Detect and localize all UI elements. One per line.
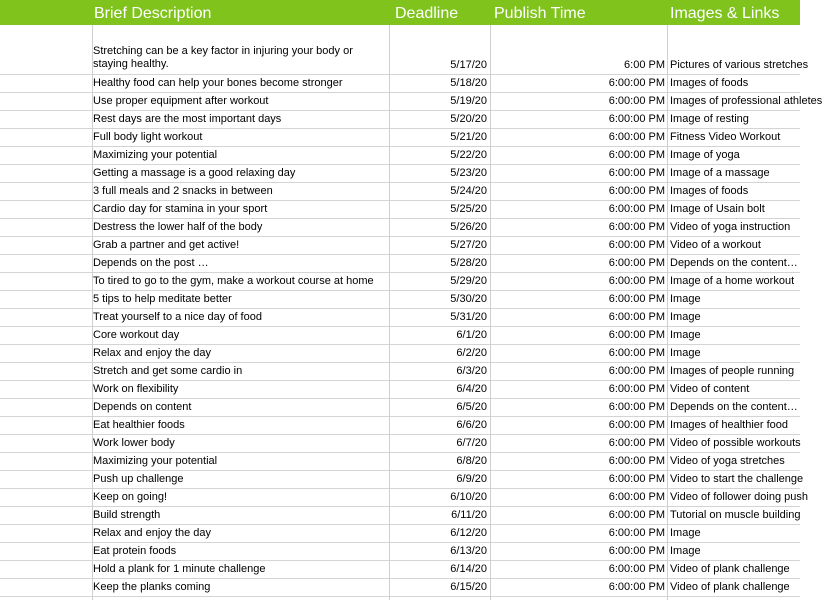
table-row xyxy=(0,273,800,291)
cell-publish-time[interactable]: 6:00:00 PM xyxy=(608,185,665,197)
table-row xyxy=(0,453,800,471)
cell-description[interactable]: Keep on going! xyxy=(93,491,168,503)
table-row xyxy=(0,309,800,327)
table-row xyxy=(0,25,809,75)
column-divider xyxy=(667,25,668,600)
table-row xyxy=(0,129,800,147)
table-row xyxy=(0,399,800,417)
cell-images-links[interactable]: Image xyxy=(670,311,701,323)
cell-deadline[interactable]: 6/2/20 xyxy=(456,347,487,359)
cell-images-links[interactable]: Image of a massage xyxy=(670,167,770,179)
cell-deadline[interactable]: 5/18/20 xyxy=(450,77,487,89)
cell-deadline[interactable]: 5/29/20 xyxy=(450,275,487,287)
cell-deadline[interactable]: 6/15/20 xyxy=(450,581,487,593)
table-row xyxy=(0,507,800,525)
table-row xyxy=(0,489,809,507)
table-row xyxy=(0,561,800,579)
cell-publish-time[interactable]: 6:00:00 PM xyxy=(608,293,665,305)
table-row xyxy=(0,201,800,219)
table-row xyxy=(0,381,800,399)
cell-deadline[interactable]: 6/10/20 xyxy=(450,491,487,503)
cell-deadline[interactable]: 6/8/20 xyxy=(456,455,487,467)
cell-publish-time[interactable]: 6:00:00 PM xyxy=(608,527,665,539)
table-row xyxy=(0,417,800,435)
table-row xyxy=(0,75,800,93)
cell-images-links[interactable]: Image of resting xyxy=(670,113,749,125)
table-row xyxy=(0,363,800,381)
cell-images-links[interactable]: Video of possible workouts xyxy=(670,437,801,449)
cell-deadline[interactable]: 5/24/20 xyxy=(450,185,487,197)
cell-description[interactable]: Healthy food can help your bones become stronger xyxy=(93,77,343,89)
cell-deadline[interactable]: 5/26/20 xyxy=(450,221,487,233)
cell-publish-time[interactable]: 6:00:00 PM xyxy=(608,257,665,269)
table-row xyxy=(0,471,804,489)
cell-deadline[interactable]: 6/3/20 xyxy=(456,365,487,377)
cell-images-links[interactable]: Image xyxy=(670,329,701,341)
table-row xyxy=(0,579,800,597)
cell-description[interactable]: Stretch and get some cardio in xyxy=(93,365,243,377)
table-row xyxy=(0,237,800,255)
cell-publish-time[interactable]: 6:00:00 PM xyxy=(608,275,665,287)
cell-description[interactable]: Depends on content xyxy=(93,401,192,413)
cell-deadline[interactable]: 5/21/20 xyxy=(450,131,487,143)
table-row xyxy=(0,93,822,111)
cell-deadline[interactable]: 5/17/20 xyxy=(450,59,487,71)
column-header-images-links[interactable]: Images & Links xyxy=(670,5,780,22)
table-row xyxy=(0,183,800,201)
cell-publish-time[interactable]: 6:00:00 PM xyxy=(608,77,665,89)
column-header-deadline[interactable]: Deadline xyxy=(395,5,459,22)
cell-deadline[interactable]: 5/19/20 xyxy=(450,95,487,107)
cell-images-links[interactable]: Video of a workout xyxy=(670,239,761,251)
cell-deadline[interactable]: 6/5/20 xyxy=(456,401,487,413)
cell-publish-time[interactable]: 6:00:00 PM xyxy=(608,113,665,125)
cell-deadline[interactable]: 6/1/20 xyxy=(456,329,487,341)
cell-deadline[interactable]: 5/31/20 xyxy=(450,311,487,323)
cell-images-links[interactable]: Video of plank challenge xyxy=(670,581,790,593)
cell-publish-time[interactable]: 6:00 PM xyxy=(624,59,665,71)
cell-publish-time[interactable]: 6:00:00 PM xyxy=(608,365,665,377)
cell-images-links[interactable]: Video of yoga stretches xyxy=(670,455,785,467)
cell-images-links[interactable]: Video to start the challenge xyxy=(670,473,804,485)
cell-publish-time[interactable]: 6:00:00 PM xyxy=(608,509,665,521)
cell-publish-time[interactable]: 6:00:00 PM xyxy=(608,239,665,251)
column-header-description[interactable]: Brief Description xyxy=(94,5,212,22)
cell-description[interactable]: Destress the lower half of the body xyxy=(93,221,263,233)
cell-images-links[interactable]: Pictures of various stretches xyxy=(670,59,809,71)
cell-publish-time[interactable]: 6:00:00 PM xyxy=(608,329,665,341)
cell-description[interactable]: Relax and enjoy the day xyxy=(93,527,212,539)
cell-description[interactable]: Work lower body xyxy=(93,437,175,449)
cell-images-links[interactable]: Image xyxy=(670,293,701,305)
cell-description[interactable]: Keep the planks coming xyxy=(93,581,211,593)
cell-images-links[interactable]: Image xyxy=(670,347,701,359)
cell-publish-time[interactable]: 6:00:00 PM xyxy=(608,401,665,413)
cell-description[interactable]: Use proper equipment after workout xyxy=(93,95,269,107)
cell-description[interactable]: Stretching can be a key factor in injuring your body or staying healthy. xyxy=(93,45,353,70)
cell-images-links[interactable]: Video of yoga instruction xyxy=(670,221,791,233)
table-row xyxy=(0,435,800,453)
cell-deadline[interactable]: 6/14/20 xyxy=(450,563,487,575)
cell-deadline[interactable]: 5/25/20 xyxy=(450,203,487,215)
cell-description[interactable]: Maximizing your potential xyxy=(93,149,218,161)
cell-publish-time[interactable]: 6:00:00 PM xyxy=(608,581,665,593)
cell-deadline[interactable]: 5/30/20 xyxy=(450,293,487,305)
cell-images-links[interactable]: Video of content xyxy=(670,383,750,395)
cell-deadline[interactable]: 5/28/20 xyxy=(450,257,487,269)
cell-publish-time[interactable]: 6:00:00 PM xyxy=(608,347,665,359)
cell-publish-time[interactable]: 6:00:00 PM xyxy=(608,203,665,215)
cell-images-links[interactable]: Video of follower doing push xyxy=(670,491,809,503)
cell-images-links[interactable]: Images of people running xyxy=(670,365,795,377)
cell-publish-time[interactable]: 6:00:00 PM xyxy=(608,149,665,161)
cell-description[interactable]: 3 full meals and 2 snacks in between xyxy=(93,185,273,197)
table-row xyxy=(0,111,800,129)
cell-publish-time[interactable]: 6:00:00 PM xyxy=(608,455,665,467)
cell-description[interactable]: Push up challenge xyxy=(93,473,184,485)
cell-images-links[interactable]: Fitness Video Workout xyxy=(670,131,781,143)
cell-publish-time[interactable]: 6:00:00 PM xyxy=(608,545,665,557)
cell-images-links[interactable]: Tutorial on muscle building xyxy=(670,509,801,521)
table-row xyxy=(0,327,800,345)
cell-description[interactable]: Build strength xyxy=(93,509,161,521)
table-row xyxy=(0,219,800,237)
cell-description[interactable]: Depends on the post … xyxy=(93,257,209,269)
table-row xyxy=(0,147,800,165)
cell-images-links[interactable]: Images of healthier food xyxy=(670,419,789,431)
cell-description[interactable]: Eat healthier foods xyxy=(93,419,185,431)
table-row xyxy=(0,345,800,363)
cell-images-links[interactable]: Images of foods xyxy=(670,185,749,197)
cell-images-links[interactable]: Video of plank challenge xyxy=(670,563,790,575)
table-row xyxy=(0,165,800,183)
cell-description[interactable]: To tired to go to the gym, make a workout course at home xyxy=(93,275,374,287)
cell-publish-time[interactable]: 6:00:00 PM xyxy=(608,491,665,503)
cell-deadline[interactable]: 6/12/20 xyxy=(450,527,487,539)
cell-deadline[interactable]: 5/27/20 xyxy=(450,239,487,251)
cell-publish-time[interactable]: 6:00:00 PM xyxy=(608,383,665,395)
cell-deadline[interactable]: 5/22/20 xyxy=(450,149,487,161)
cell-publish-time[interactable]: 6:00:00 PM xyxy=(608,167,665,179)
cell-deadline[interactable]: 6/4/20 xyxy=(456,383,487,395)
cell-description[interactable]: Treat yourself to a nice day of food xyxy=(93,311,262,323)
cell-description[interactable]: Core workout day xyxy=(93,329,180,341)
table-row xyxy=(0,291,800,309)
cell-images-links[interactable]: Image xyxy=(670,527,701,539)
cell-publish-time[interactable]: 6:00:00 PM xyxy=(608,311,665,323)
cell-images-links[interactable]: Images of professional athletes xyxy=(670,95,822,107)
cell-description[interactable]: Relax and enjoy the day xyxy=(93,347,212,359)
column-header-publish-time[interactable]: Publish Time xyxy=(494,5,586,22)
table-row xyxy=(0,543,800,561)
cell-images-links[interactable]: Depends on the content… xyxy=(670,257,798,269)
column-divider xyxy=(389,25,390,600)
cell-deadline[interactable]: 6/13/20 xyxy=(450,545,487,557)
cell-images-links[interactable]: Depends on the content… xyxy=(670,401,798,413)
cell-publish-time[interactable]: 6:00:00 PM xyxy=(608,131,665,143)
column-divider xyxy=(92,25,93,600)
cell-images-links[interactable]: Image of Usain bolt xyxy=(670,203,765,215)
cell-publish-time[interactable]: 6:00:00 PM xyxy=(608,95,665,107)
cell-images-links[interactable]: Image xyxy=(670,545,701,557)
cell-description[interactable]: Hold a plank for 1 minute challenge xyxy=(93,563,266,575)
cell-deadline[interactable]: 6/11/20 xyxy=(451,509,487,521)
cell-description[interactable]: Maximizing your potential xyxy=(93,455,218,467)
cell-publish-time[interactable]: 6:00:00 PM xyxy=(608,563,665,575)
cell-images-links[interactable]: Image of a home workout xyxy=(670,275,795,287)
cell-description[interactable]: Full body light workout xyxy=(93,131,203,143)
cell-deadline[interactable]: 6/7/20 xyxy=(456,437,487,449)
cell-publish-time[interactable]: 6:00:00 PM xyxy=(608,437,665,449)
cell-publish-time[interactable]: 6:00:00 PM xyxy=(608,473,665,485)
cell-images-links[interactable]: Images of foods xyxy=(670,77,749,89)
column-divider xyxy=(490,25,491,600)
cell-deadline[interactable]: 6/6/20 xyxy=(456,419,487,431)
table-row xyxy=(0,525,800,543)
cell-description[interactable]: Cardio day for stamina in your sport xyxy=(93,203,268,215)
cell-images-links[interactable]: Image of yoga xyxy=(670,149,740,161)
cell-deadline[interactable]: 5/20/20 xyxy=(450,113,487,125)
cell-deadline[interactable]: 6/9/20 xyxy=(456,473,487,485)
cell-deadline[interactable]: 5/23/20 xyxy=(450,167,487,179)
cell-publish-time[interactable]: 6:00:00 PM xyxy=(608,221,665,233)
cell-publish-time[interactable]: 6:00:00 PM xyxy=(608,419,665,431)
cell-description[interactable]: Rest days are the most important days xyxy=(93,113,282,125)
cell-description[interactable]: Work on flexibility xyxy=(93,383,179,395)
cell-description[interactable]: Getting a massage is a good relaxing day xyxy=(93,167,296,179)
cell-description[interactable]: Eat protein foods xyxy=(93,545,177,557)
cell-description[interactable]: 5 tips to help meditate better xyxy=(93,293,232,305)
cell-description[interactable]: Grab a partner and get active! xyxy=(93,239,240,251)
header-row xyxy=(0,0,800,25)
table-row xyxy=(0,255,800,273)
